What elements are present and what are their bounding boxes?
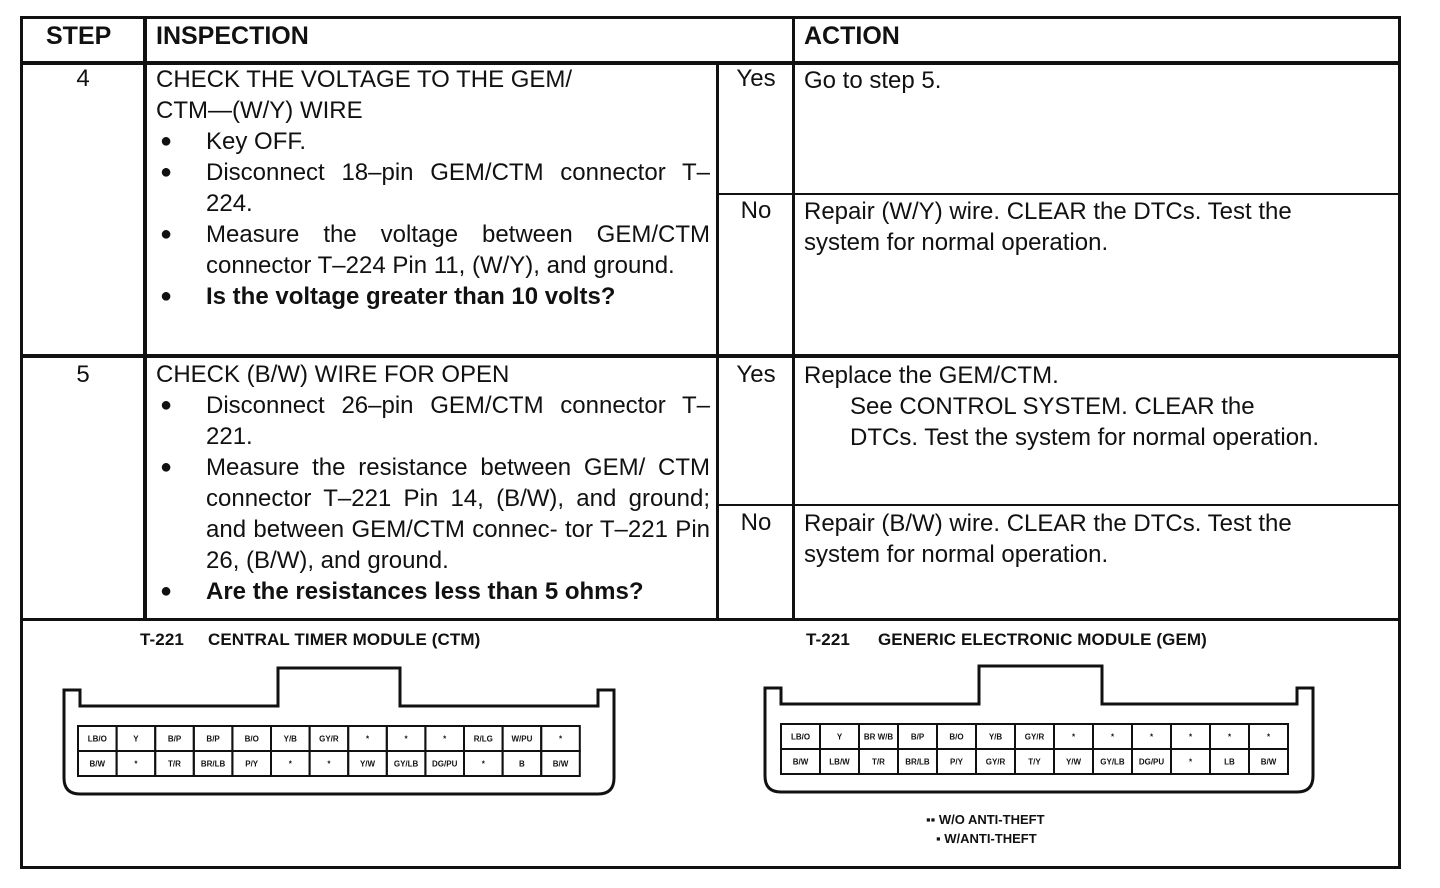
no-action: Repair (W/Y) wire. CLEAR the DTCs. Test the system for normal operation. (804, 198, 1292, 256)
ctm-pin-label: W/PU (511, 734, 533, 744)
gem-pin-label: GY/LB (1100, 757, 1125, 767)
bullet-item: ● Disconnect 26–pin GEM/CTM connector T–221. (156, 390, 710, 452)
ctm-pin-label: Y/B (283, 734, 297, 744)
gem-pin-label: LB (1224, 757, 1235, 767)
gem-pin-label: BR/LB (905, 757, 930, 767)
ctm-pin-grid (78, 726, 580, 776)
inspection-title: CTM—(W/Y) WIRE (156, 97, 363, 124)
yes-action: Replace the GEM/CTM. See CONTROL SYSTEM. CLEAR the DTCs. Test the system for normal operation. (804, 362, 1320, 451)
gem-pin-label: T/Y (1028, 757, 1041, 767)
bullet-item: ● Measure the voltage between GEM/CTM connector T–224 Pin 11, (W/Y), and ground. (156, 219, 710, 281)
ctm-pin-label: BR/LB (200, 759, 226, 769)
gem-pin-label: B/W (1260, 757, 1277, 767)
gem-pin-label: * (1188, 757, 1193, 767)
gem-pin-label: LB/O (790, 732, 811, 742)
ctm-pin-label: * (558, 734, 563, 744)
header-action: ACTION (804, 22, 900, 50)
no-action: Repair (B/W) wire. CLEAR the DTCs. Test the system for normal operation. (804, 510, 1292, 568)
gem-pin-label: DG/PU (1138, 757, 1165, 767)
bullet-icon: ● (160, 223, 173, 245)
ctm-pin-label: * (134, 759, 138, 769)
yes-label: Yes (736, 361, 776, 388)
ctm-pin-label: R/LG (473, 734, 493, 744)
gem-pin-label: GY/R (1024, 732, 1045, 742)
gem-pin-label: LB/W (829, 757, 850, 767)
ctm-pin-label: T/R (168, 759, 181, 769)
bullet-icon: ● (160, 580, 173, 602)
gem-pin-label: GY/R (985, 757, 1006, 767)
gem-pin-label: P/Y (950, 757, 963, 767)
bullet-item: ● Disconnect 18–pin GEM/CTM connector T–224. (156, 157, 710, 219)
gem-pin-label: BR W/B (863, 732, 894, 742)
ctm-pin-label: Y (133, 734, 139, 744)
ctm-pin-label: * (288, 759, 292, 769)
ctm-pin-label: * (404, 734, 408, 744)
ctm-pin-label: * (365, 734, 370, 744)
header-step: STEP (46, 22, 112, 50)
gem-pin-label: B/P (910, 732, 925, 742)
ctm-pin-label: * (443, 734, 447, 744)
bullet-icon: ● (160, 394, 173, 416)
ctm-pin-label: B/W (552, 759, 569, 769)
ctm-pin-label: B/P (167, 734, 182, 744)
gem-pin-label: * (1227, 732, 1232, 742)
gem-pin-label: * (1071, 732, 1076, 742)
gem-pin-label: Y/W (1065, 757, 1082, 767)
gem-pin-label: * (1149, 732, 1154, 742)
bullet-icon: ● (160, 130, 173, 152)
ctm-pin-label: Y/W (359, 759, 376, 769)
bullet-item: ● Key OFF. (156, 126, 710, 157)
bullet-item: ● Measure the resistance between GEM/ CTM connector T–221 Pin 14, (B/W), and ground; and between GEM/CTM connec- tor T–221 Pin 26, (B/W), and ground. (156, 452, 710, 576)
legend-item: ▪ W/ANTI-THEFT (936, 831, 1037, 846)
legend-item: ▪▪ W/O ANTI-THEFT (926, 812, 1045, 827)
ctm-pin-label: GY/R (319, 734, 339, 744)
yes-label: Yes (736, 65, 776, 92)
yes-action: Go to step 5. (804, 67, 942, 94)
gem-pin-label: B/W (792, 757, 809, 767)
inspection-title: CHECK THE VOLTAGE TO THE GEM/ (156, 66, 573, 93)
bullet-icon: ● (160, 285, 173, 307)
bullet-item: ● Are the resistances less than 5 ohms? (156, 576, 710, 607)
ctm-pin-label: LB/O (87, 734, 107, 744)
gem-pin-label: * (1188, 732, 1193, 742)
ctm-pin-label: B/P (206, 734, 220, 744)
ctm-pin-label: GY/LB (393, 759, 419, 769)
gem-pin-label: Y/B (988, 732, 1003, 742)
anti-theft-legend (926, 810, 1045, 848)
ctm-diagram-title: T-221 CENTRAL TIMER MODULE (CTM) (140, 630, 481, 649)
no-label: No (740, 509, 772, 536)
ctm-pin-label: DG/PU (432, 759, 458, 769)
step-number: 4 (76, 65, 90, 92)
gem-pin-label: T/R (872, 757, 885, 767)
step-number: 5 (76, 361, 90, 388)
ctm-pin-label: * (481, 759, 485, 769)
inspection-title: CHECK (B/W) WIRE FOR OPEN (156, 361, 510, 388)
ctm-pin-label: B/O (244, 734, 259, 744)
gem-pin-label: * (1266, 732, 1271, 742)
gem-pin-label: Y (836, 732, 843, 742)
no-label: No (740, 197, 772, 224)
gem-diagram-title: T-221 GENERIC ELECTRONIC MODULE (GEM) (806, 630, 1207, 649)
bullet-item: ● Is the voltage greater than 10 volts? (156, 281, 710, 312)
header-inspection: INSPECTION (156, 22, 309, 50)
bullet-icon: ● (160, 456, 173, 478)
gem-pin-label: * (1110, 732, 1115, 742)
bullet-icon: ● (160, 161, 173, 183)
gem-pin-label: B/O (949, 732, 964, 742)
ctm-pin-label: B/W (89, 759, 106, 769)
ctm-pin-label: P/Y (245, 759, 259, 769)
gem-pin-grid (781, 724, 1288, 774)
ctm-pin-label: * (327, 759, 331, 769)
ctm-pin-label: B (519, 759, 525, 769)
